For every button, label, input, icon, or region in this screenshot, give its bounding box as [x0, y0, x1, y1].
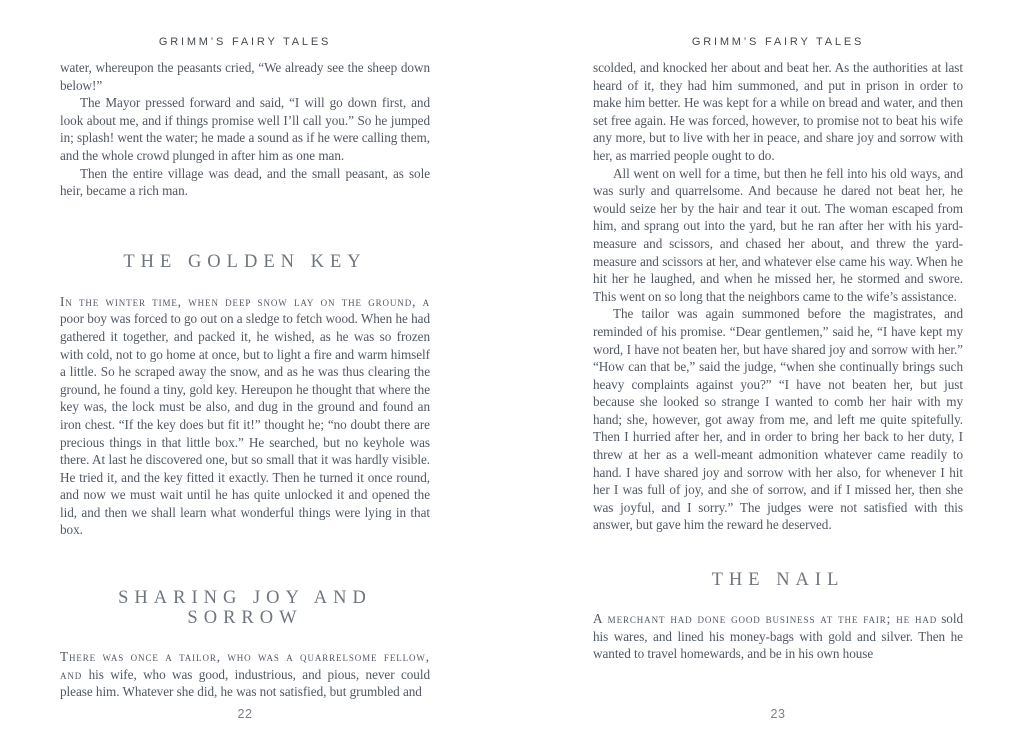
paragraph: All went on well for a time, but then he fell into his old ways, and was surly and quarrelsome. And because he dared not beat her, he would seize her by the hair and tear it out. The woman escaped from him, and sprang out into the yard, but he ran after her with his yard-measure and scissors, and chased her about, and threw the yard-measure and scissors at her, and whatever else came his way. When he hit her he laughed, and when he missed her, he stormed and swore. This went on so long that the neighbors came to the wife’s assistance.	[593, 165, 963, 304]
right-page	[593, 0, 963, 754]
right-page-text-column	[593, 59, 963, 663]
story-title-sharing-joy-and-sorrow: SHARING JOY AND SORROW	[118, 588, 372, 629]
left-page	[60, 0, 430, 754]
paragraph: The Mayor pressed forward and said, “I will go down first, and look about me, and if things promise well I’ll call you.” So he jumped in; splash! went the water; he made a sound as if he were calling them, and the whole crowd plunged in after him as one man.	[60, 95, 430, 163]
running-head: GRIMM’S FAIRY TALES	[691, 36, 865, 48]
left-page-text-column	[60, 59, 430, 701]
page-number: 23	[770, 707, 786, 721]
story-title-golden-key: THE GOLDEN KEY	[123, 251, 367, 272]
page-number: 22	[237, 707, 253, 721]
story-title-the-nail: THE NAIL	[711, 570, 845, 591]
story-opening-smallcaps: A merchant had done good business at the fair; he had	[593, 611, 938, 627]
paragraph: scolded, and knocked her about and beat her. As the authorities at last heard of it, they had him summoned, and put in prison in order to make him better. He was kept for a while on bread and water, and then set free again. He was forced, however, to promise not to beat his wife any more, but to live with her in peace, and share joy and sorrow with her, as married people ought to do.	[593, 60, 963, 163]
story-opening-paragraph	[593, 610, 963, 663]
story-opening-continuation: sold his wares, and lined his money-bags with gold and silver. Then he wanted to travel homewards, and be in his own house	[593, 611, 964, 662]
story-opening-smallcaps: In the winter time, when deep snow lay on the ground, a	[60, 293, 430, 309]
running-head: GRIMM’S FAIRY TALES	[158, 36, 332, 48]
story-opening-continuation: poor boy was forced to go out on a sledge to fetch wood. When he had gathered it together, and packed it, he wished, as he was so frozen with cold, not to go home at once, but to light a fire and warm himself a little. So he scraped away the snow, and as he was thus clearing the ground, he found a tiny, gold key. Hereupon he thought that where the key was, the lock must be also, and dug in the ground and found an iron chest. “If the key does but fit it!” thought he; “no doubt there are precious things in that little box.” He searched, but no keyhole was there. At last he discovered one, but so small that it was hardly visible. He tried it, and the key fitted it exactly. Then he turned it once round, and now we must wait until he has quite unlocked it and opened the lid, and then we shall learn what wonderful things were lying in that box.	[60, 311, 430, 538]
story-opening-paragraph	[60, 648, 430, 701]
paragraph: water, whereupon the peasants cried, “We already see the sheep down below!”	[60, 60, 430, 93]
story-opening-paragraph	[60, 293, 430, 539]
paragraph: The tailor was again summoned before the magistrates, and reminded of his promise. “Dear gentlemen,” said he, “I have kept my word, I have not beaten her, but have shared joy and sorrow with her.” “How can that be,” said the judge, “when she continually brings such heavy complaints against you?” “I have not beaten her, but just because she looked so strange I wanted to comb her hair with my hand; she, however, got away from me, and left me quite spitefully. Then I hurried after her, and in order to bring her back to her duty, I threw at her as a well-meant admonition whatever came readily to hand. I have shared joy and sorrow with her also, for whenever I hit her I was full of joy, and she of sorrow, and if I missed her, then she was joyful, and I sorry.” The judges were not satisfied with this answer, but gave him the reward he deserved.	[593, 306, 963, 533]
paragraph: Then the entire village was dead, and the small peasant, as sole heir, became a rich man.	[60, 165, 430, 199]
story-opening-smallcaps: There was once a tailor, who was a quarrelsome fellow, and	[60, 649, 430, 682]
story-opening-continuation: his wife, who was good, industrious, and pious, never could please him. Whatever she did, he was not satisfied, but grumbled and	[60, 666, 430, 700]
